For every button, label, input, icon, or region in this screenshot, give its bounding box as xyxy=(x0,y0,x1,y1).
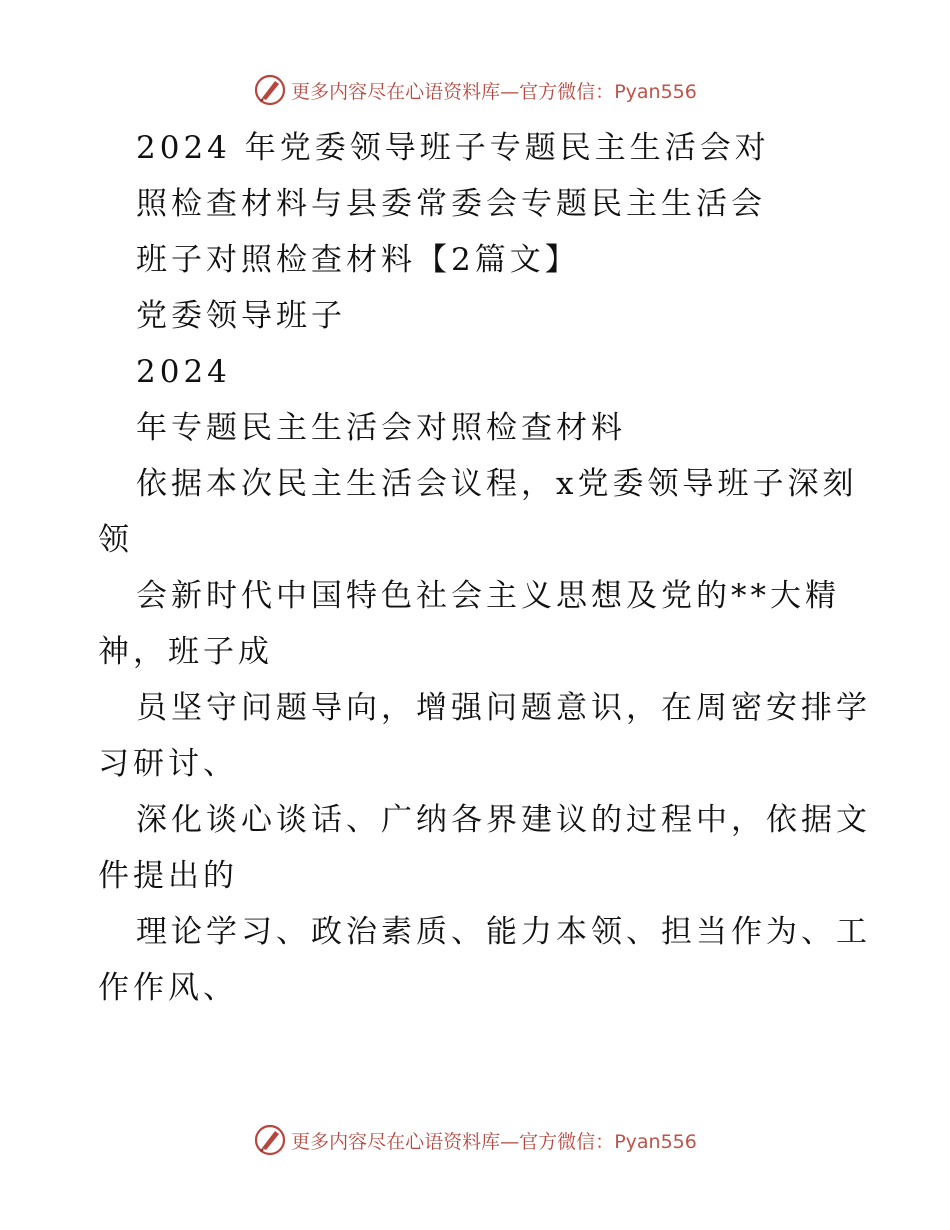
quill-pen-logo-icon xyxy=(253,1123,287,1157)
title-line: 照检查材料与县委常委会专题民主生活会 xyxy=(136,186,766,222)
banner-dash: — xyxy=(500,1130,520,1153)
footer-watermark-banner xyxy=(0,1120,950,1160)
paragraph-line: 依据本次民主生活会议程，x党委领导班子深刻 xyxy=(136,466,858,502)
paragraph-line: 理论学习、政治素质、能力本领、担当作为、工 xyxy=(136,914,871,950)
title-line: 班子对照检查材料【2篇文】 xyxy=(136,242,580,278)
banner-wechat-label: 官方微信： xyxy=(519,80,615,103)
banner-wechat-id: Pyan556 xyxy=(614,80,697,103)
document-body xyxy=(98,120,871,1016)
paragraph-line: 深化谈心谈话、广纳各界建议的过程中，依据文 xyxy=(136,802,871,838)
subtitle-line: 党委领导班子 xyxy=(136,298,346,334)
title-line: 2024 年党委领导班子专题民主生活会对 xyxy=(136,130,770,166)
subtitle-line: 年专题民主生活会对照检查材料 xyxy=(136,410,626,446)
banner-site-text: 更多内容尽在心语资料库 xyxy=(291,80,501,103)
paragraph-line: 神，班子成 xyxy=(98,634,273,670)
paragraph-line: 员坚守问题导向，增强问题意识，在周密安排学 xyxy=(136,690,871,726)
paragraph-line: 会新时代中国特色社会主义思想及党的**大精 xyxy=(136,578,840,614)
paragraph-line: 件提出的 xyxy=(98,858,238,894)
banner-wechat-id: Pyan556 xyxy=(614,1130,697,1153)
paragraph-line: 习研讨、 xyxy=(98,746,238,782)
paragraph-line: 作作风、 xyxy=(98,970,238,1006)
banner-site-text: 更多内容尽在心语资料库 xyxy=(291,1130,501,1153)
banner-dash: — xyxy=(500,80,520,103)
banner-wechat-label: 官方微信： xyxy=(519,1130,615,1153)
subtitle-line: 2024 xyxy=(136,354,231,390)
quill-pen-logo-icon xyxy=(253,73,287,107)
paragraph-line: 领 xyxy=(98,522,133,558)
header-watermark-banner xyxy=(0,70,950,110)
